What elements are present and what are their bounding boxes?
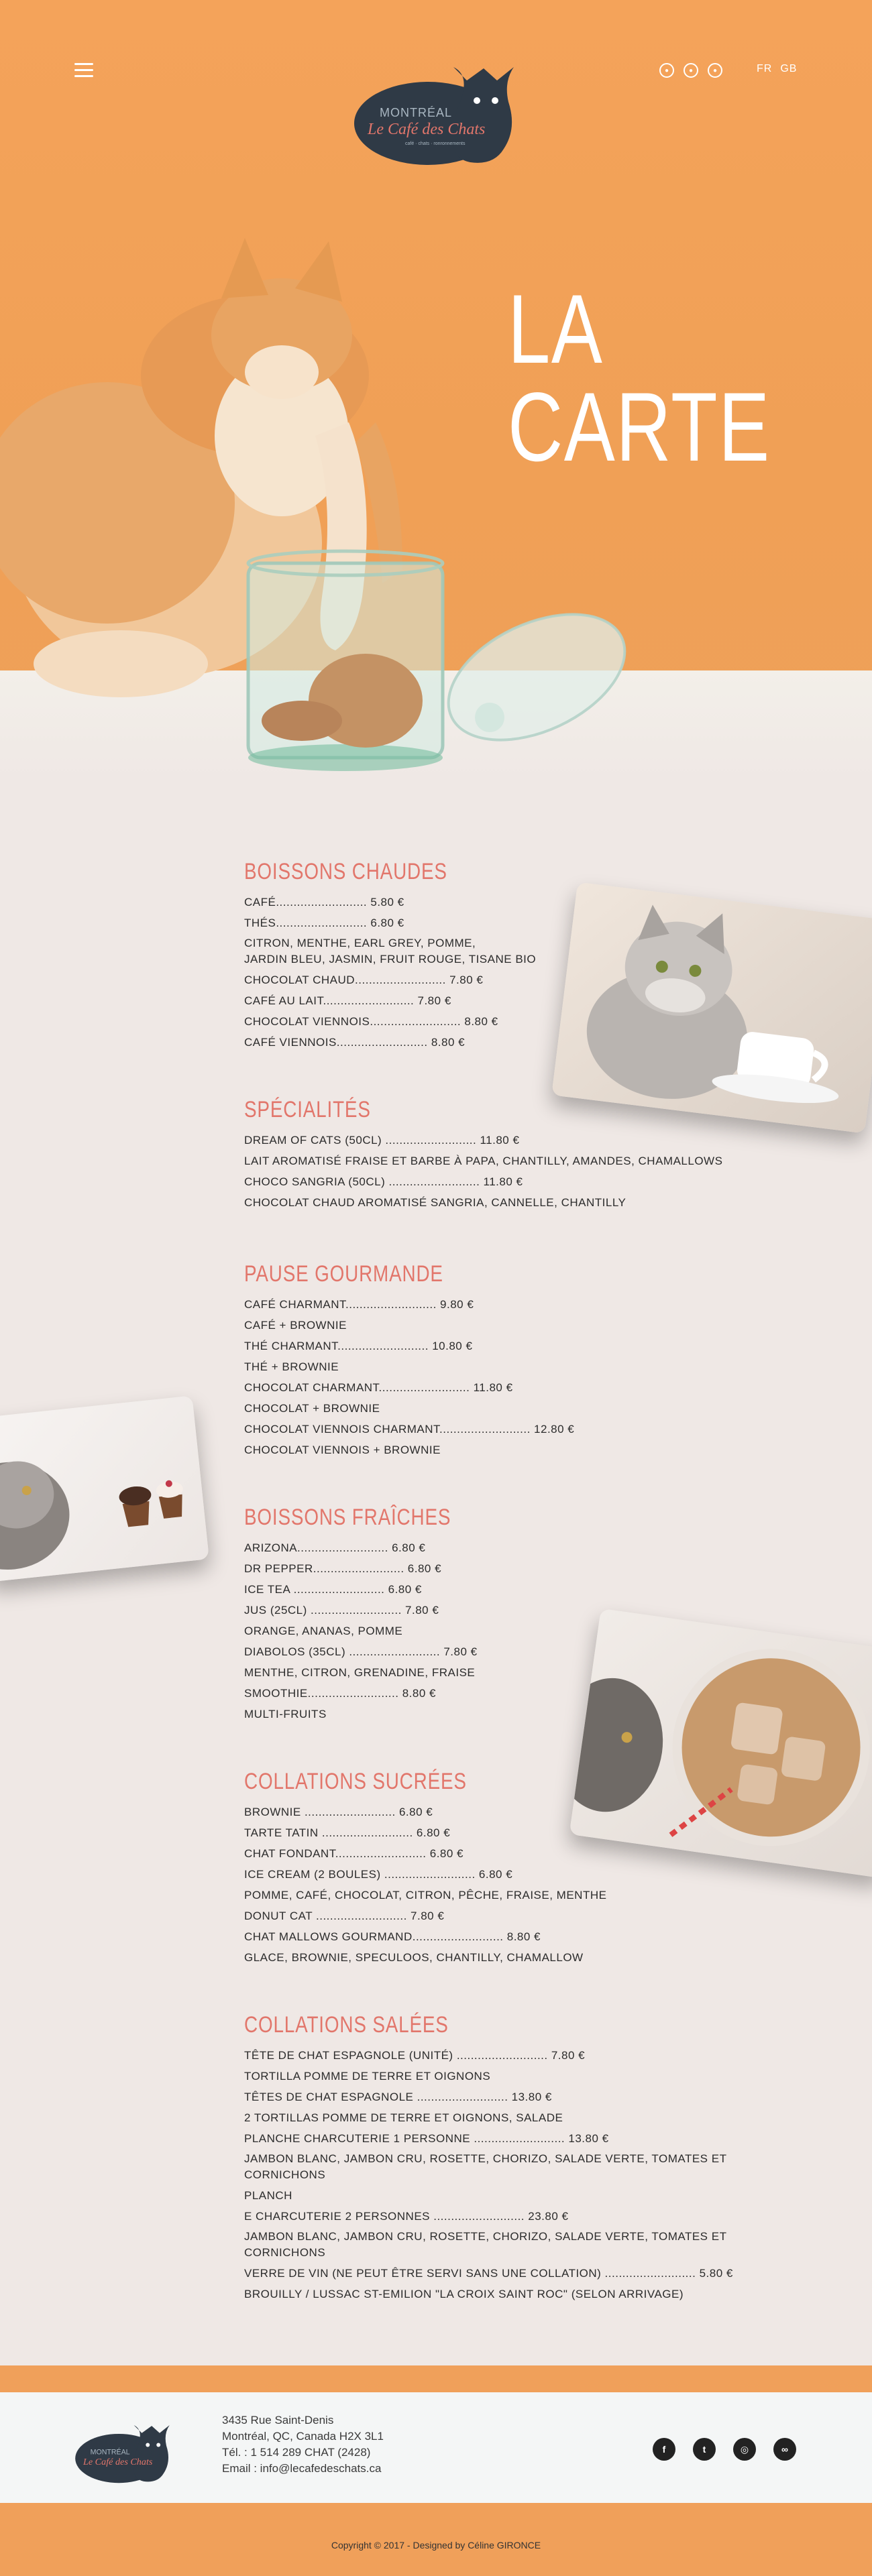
menu-item: TÊTE DE CHAT ESPAGNOLE (UNITÉ) .......................... 7.80 € bbox=[244, 2049, 586, 2062]
menu-list bbox=[244, 1294, 767, 1460]
menu-item: PLANCH bbox=[244, 2189, 292, 2202]
svg-text:Le Café des Chats: Le Café des Chats bbox=[83, 2457, 153, 2468]
menu-item-description: CITRON, MENTHE, EARL GREY, POMME, JARDIN BLEU, JASMIN, FRUIT ROUGE, TISANE BIO bbox=[244, 937, 537, 965]
menu-item: JUS (25CL) .......................... 7.80 € bbox=[244, 1604, 439, 1617]
menu-item: CAFÉ.......................... 5.80 € bbox=[244, 896, 404, 909]
site-logo[interactable] bbox=[353, 62, 523, 169]
menu-item: CHAT MALLOWS GOURMAND.......................... 8.80 € bbox=[244, 1930, 541, 1943]
svg-text:café · chats · ronronnements: café · chats · ronronnements bbox=[405, 141, 466, 146]
menu-item: E CHARCUTERIE 2 PERSONNES .......................... 23.80 € bbox=[244, 2210, 569, 2223]
hamburger-menu-button[interactable] bbox=[74, 63, 93, 78]
section-title: PAUSE GOURMANDE bbox=[244, 1261, 443, 1287]
menu-item: VERRE DE VIN (NE PEUT ÊTRE SERVI SANS UNE COLLATION) .......................... 5.80 € bbox=[244, 2267, 733, 2280]
instagram-icon[interactable]: ◎ bbox=[733, 2438, 756, 2461]
menu-section-collations-salees bbox=[244, 2011, 767, 2304]
menu-item: CHOCOLAT VIENNOIS.......................... 8.80 € bbox=[244, 1015, 498, 1028]
menu-item: PLANCHE CHARCUTERIE 1 PERSONNE .......................... 13.80 € bbox=[244, 2132, 609, 2145]
menu-section-specialites bbox=[244, 1096, 767, 1213]
menu-item: ICE TEA .......................... 6.80 € bbox=[244, 1583, 422, 1596]
menu-item-description: MULTI-FRUITS bbox=[244, 1708, 327, 1720]
menu-item-description: ORANGE, ANANAS, POMME bbox=[244, 1625, 403, 1637]
menu-item: THÉ CHARMANT.......................... 10.80 € bbox=[244, 1340, 473, 1352]
hamburger-bar bbox=[74, 69, 93, 71]
menu-item: ARIZONA.......................... 6.80 € bbox=[244, 1541, 426, 1554]
grey-cat-illustration bbox=[551, 882, 872, 1134]
section-title: BOISSONS CHAUDES bbox=[244, 859, 447, 884]
hero bbox=[0, 0, 872, 781]
twitter-icon[interactable]: t bbox=[693, 2438, 716, 2461]
menu-item-description: MENTHE, CITRON, GRENADINE, FRAISE bbox=[244, 1666, 476, 1679]
address-line: Montréal, QC, Canada H2X 3L1 bbox=[222, 2430, 384, 2443]
section-title: BOISSONS FRAÎCHES bbox=[244, 1505, 451, 1530]
menu-item: DR PEPPER.......................... 6.80 € bbox=[244, 1562, 442, 1575]
photo-grey-cat-with-cup bbox=[551, 882, 872, 1134]
photo-iced-coffee-cat bbox=[569, 1608, 872, 1878]
menu-item: DIABOLOS (35CL) .......................... 7.80 € bbox=[244, 1645, 478, 1658]
lang-fr-link[interactable]: FR bbox=[757, 63, 773, 74]
hamburger-bar bbox=[74, 63, 93, 65]
copyright-band bbox=[0, 2503, 872, 2576]
menu-item-description: TORTILLA POMME DE TERRE ET OIGNONS bbox=[244, 2070, 491, 2083]
menu-item-description: CHOCOLAT VIENNOIS + BROWNIE bbox=[244, 1444, 441, 1456]
menu-item: DREAM OF CATS (50CL) .......................... 11.80 € bbox=[244, 1134, 520, 1147]
menu-item: TARTE TATIN .......................... 6.80 € bbox=[244, 1826, 451, 1839]
menu-item: CAFÉ CHARMANT.......................... 9.80 € bbox=[244, 1298, 474, 1311]
menu-item: CAFÉ VIENNOIS.......................... 8.80 € bbox=[244, 1036, 466, 1049]
address-line: 3435 Rue Saint-Denis bbox=[222, 2414, 334, 2426]
menu-item-description: CHOCOLAT + BROWNIE bbox=[244, 1402, 380, 1415]
header-social-links bbox=[659, 63, 722, 78]
menu-item-description: LAIT AROMATISÉ FRAISE ET BARBE À PAPA, CHANTILLY, AMANDES, CHAMALLOWS bbox=[244, 1155, 723, 1167]
iced-coffee-illustration bbox=[569, 1608, 872, 1878]
email-line[interactable]: Email : info@lecafedeschats.ca bbox=[222, 2462, 382, 2475]
menu-item: CHOCOLAT CHAUD.......................... 7.80 € bbox=[244, 974, 484, 986]
menu-item: CHOCOLAT CHARMANT.......................... 11.80 € bbox=[244, 1381, 513, 1394]
menu-item-description: JAMBON BLANC, JAMBON CRU, ROSETTE, CHORIZO, SALADE VERTE, TOMATES ET CORNICHONS bbox=[244, 2152, 727, 2181]
svg-text:Le Café des Chats: Le Café des Chats bbox=[368, 121, 486, 138]
section-title: COLLATIONS SALÉES bbox=[244, 2012, 449, 2038]
menu-item: CHOCOLAT VIENNOIS CHARMANT.......................... 12.80 € bbox=[244, 1423, 575, 1436]
menu-item-description: GLACE, BROWNIE, SPECULOOS, CHANTILLY, CHAMALLOW bbox=[244, 1951, 584, 1964]
lang-gb-link[interactable]: GB bbox=[780, 63, 798, 74]
menu-item: THÉS.......................... 6.80 € bbox=[244, 917, 404, 929]
menu-list bbox=[244, 2045, 767, 2304]
section-title: SPÉCIALITÉS bbox=[244, 1097, 371, 1122]
tripadvisor-icon[interactable]: ∞ bbox=[773, 2438, 796, 2461]
menu-item-description: THÉ + BROWNIE bbox=[244, 1360, 339, 1373]
menu-item-description: CHOCOLAT CHAUD AROMATISÉ SANGRIA, CANNELLE, CHANTILLY bbox=[244, 1196, 626, 1209]
twitter-icon[interactable]: ● bbox=[684, 63, 698, 78]
menu-item-description: 2 TORTILLAS POMME DE TERRE ET OIGNONS, SALADE bbox=[244, 2111, 563, 2124]
footer bbox=[0, 2392, 872, 2503]
phone-line: Tél. : 1 514 289 CHAT (2428) bbox=[222, 2446, 371, 2459]
menu-item: DONUT CAT .......................... 7.80 € bbox=[244, 1910, 445, 1922]
svg-text:MONTRÉAL: MONTRÉAL bbox=[90, 2448, 130, 2457]
facebook-icon[interactable]: ● bbox=[659, 63, 674, 78]
photo-persian-cat-cupcakes bbox=[0, 1395, 209, 1582]
copyright-text: Copyright © 2017 - Designed by Céline GIRONCE bbox=[331, 2540, 541, 2551]
persian-cat-illustration bbox=[0, 1395, 209, 1582]
menu-item-description: BROUILLY / LUSSAC ST-EMILION "LA CROIX SAINT ROC" (SELON ARRIVAGE) bbox=[244, 2288, 684, 2300]
menu-item-description: JAMBON BLANC, JAMBON CRU, ROSETTE, CHORIZO, SALADE VERTE, TOMATES ET CORNICHONS bbox=[244, 2230, 727, 2259]
footer-top-band bbox=[0, 2365, 872, 2392]
menu-section-pause-gourmande bbox=[244, 1261, 767, 1460]
section-title: COLLATIONS SUCRÉES bbox=[244, 1769, 467, 1794]
menu-item-description: CAFÉ + BROWNIE bbox=[244, 1319, 347, 1332]
menu-item: CHAT FONDANT.......................... 6.80 € bbox=[244, 1847, 464, 1860]
contact-address bbox=[222, 2412, 384, 2477]
menu-item: TÊTES DE CHAT ESPAGNOLE .......................... 13.80 € bbox=[244, 2091, 552, 2103]
menu-list bbox=[244, 1130, 767, 1213]
menu-item-description: POMME, CAFÉ, CHOCOLAT, CITRON, PÊCHE, FRAISE, MENTHE bbox=[244, 1889, 607, 1901]
language-switcher bbox=[757, 63, 797, 75]
footer-social-links bbox=[653, 2438, 796, 2461]
instagram-icon[interactable]: ● bbox=[708, 63, 722, 78]
svg-text:MONTRÉAL: MONTRÉAL bbox=[380, 106, 453, 119]
facebook-icon[interactable]: f bbox=[653, 2438, 675, 2461]
menu-item: CHOCO SANGRIA (50CL) .......................... 11.80 € bbox=[244, 1175, 523, 1188]
footer-logo[interactable] bbox=[74, 2422, 175, 2485]
menu-item: SMOOTHIE.......................... 8.80 € bbox=[244, 1687, 436, 1700]
menu-item: BROWNIE .......................... 6.80 € bbox=[244, 1806, 433, 1818]
page-title: LA CARTE bbox=[508, 274, 771, 481]
hamburger-bar bbox=[74, 75, 93, 77]
menu-item: CAFÉ AU LAIT.......................... 7.80 € bbox=[244, 994, 451, 1007]
menu-item: ICE CREAM (2 BOULES) .......................... 6.80 € bbox=[244, 1868, 513, 1881]
